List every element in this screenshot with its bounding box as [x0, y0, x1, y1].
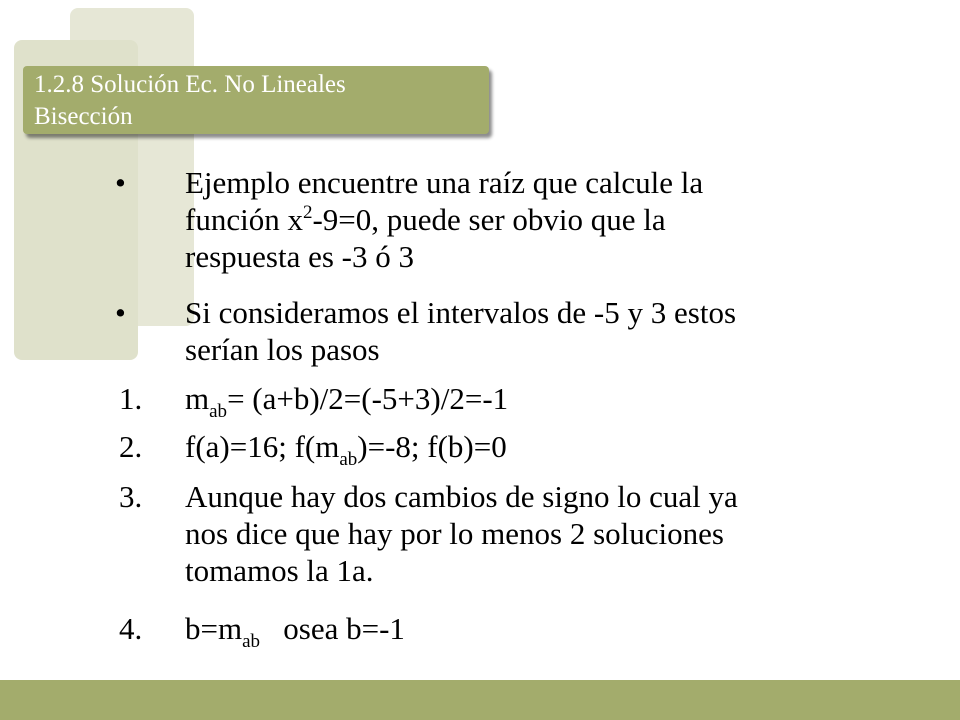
number-marker: 4.	[119, 611, 143, 646]
step-line: tomamos la 1a.	[185, 553, 374, 588]
bullet-marker: •	[115, 165, 126, 200]
slide-title-line1: 1.2.8 Solución Ec. No Lineales	[34, 71, 346, 98]
number-marker: 2.	[119, 429, 143, 464]
bullet-line: Si consideramos el intervalos de -5 y 3 estos	[185, 295, 737, 330]
step-line: $m_{ab}= (a+b)/2=(-5+3)/2=-1$	[185, 381, 509, 422]
footer-bar	[0, 680, 960, 720]
bullet-line: respuesta es -3 ó 3	[185, 239, 414, 274]
subscript: ab	[209, 401, 228, 422]
step-line: f(a)=16; $f(m_{ab})=-8$; f(b)=0	[185, 429, 507, 470]
bullet-line: serían los pasos	[185, 332, 380, 367]
bullet-line: Ejemplo encuentre una raíz que calcule la	[185, 165, 704, 200]
bullet-line: función $x^2-9=0$, puede ser obvio que la	[185, 202, 666, 237]
superscript: 2	[302, 202, 313, 223]
bullet-marker: •	[115, 295, 126, 330]
step-line: nos dice que hay por lo menos 2 soluciones	[185, 516, 724, 551]
step-line: $b=m_{ab}$ osea b=-1	[185, 611, 405, 652]
subscript: ab	[339, 449, 358, 470]
subscript: ab	[242, 631, 261, 652]
number-marker: 1.	[119, 381, 143, 416]
step-line: Aunque hay dos cambios de signo lo cual ya	[185, 479, 738, 514]
slide-title-line2: Bisección	[34, 103, 133, 130]
number-marker: 3.	[119, 479, 143, 514]
